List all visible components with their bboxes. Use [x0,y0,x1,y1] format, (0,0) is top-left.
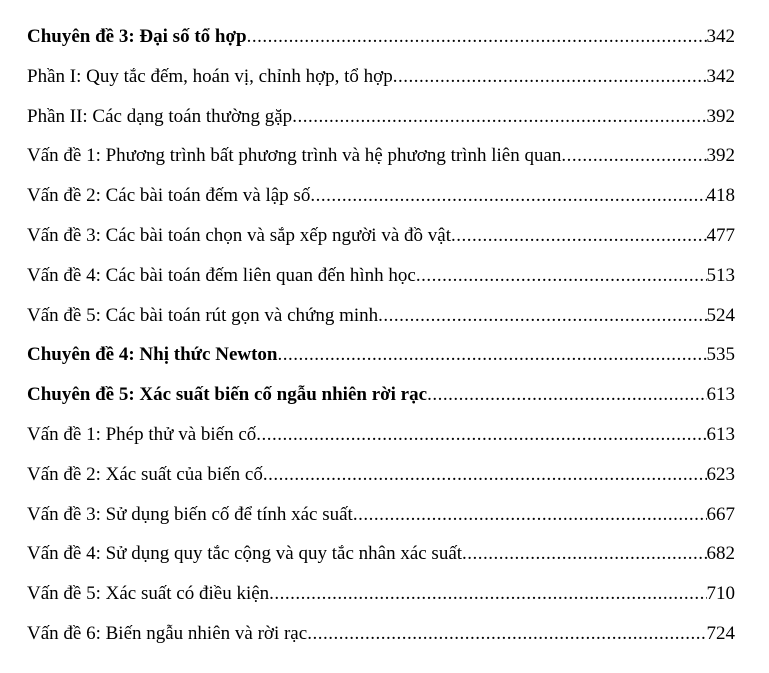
toc-dot-leader [247,17,707,57]
toc-entry[interactable] [27,176,735,216]
toc-entry-title: Vấn đề 3: Các bài toán chọn và sắp xếp người và đồ vật [27,224,451,246]
toc-entry[interactable] [27,57,735,97]
toc-entry[interactable] [27,256,735,296]
toc-dot-leader [427,375,706,415]
toc-page-number: 682 [706,543,735,565]
toc-entry-title: Chuyên đề 5: Xác suất biến cố ngẫu nhiên rời rạc [27,384,428,406]
toc-dot-leader [278,335,707,375]
toc-entry-title: Vấn đề 1: Phép thử và biến cố [27,423,257,445]
toc-dot-leader [451,216,707,256]
toc-entry-title: Vấn đề 3: Sử dụng biến cố để tính xác suất [27,503,353,525]
toc-dot-leader [462,534,706,574]
toc-entry[interactable] [27,375,735,415]
toc-entry-title: Chuyên đề 3: Đại số tổ hợp [27,26,247,47]
toc-entry[interactable] [27,415,735,455]
toc-page-number: 724 [706,622,735,644]
toc-page-number: 710 [706,583,735,605]
toc-entry[interactable] [27,574,735,614]
toc-dot-leader [256,415,706,455]
table-of-contents [27,17,735,654]
toc-page-number: 392 [706,145,735,167]
toc-page-number: 513 [706,264,735,286]
toc-page-number: 667 [706,503,735,525]
toc-entry[interactable] [27,216,735,256]
toc-dot-leader [263,455,707,495]
toc-entry[interactable] [27,335,735,375]
toc-page-number: 392 [706,105,735,127]
toc-page-number: 613 [706,384,735,406]
toc-page-number: 342 [706,26,735,47]
toc-entry[interactable] [27,296,735,336]
toc-entry-title: Vấn đề 4: Sử dụng quy tắc cộng và quy tắc nhân xác suất [27,543,463,565]
toc-entry[interactable] [27,97,735,137]
toc-entry-title: Phần II: Các dạng toán thường gặp [27,105,293,127]
toc-entry-title: Vấn đề 2: Xác suất của biến cố [27,463,263,485]
toc-entry-title: Vấn đề 2: Các bài toán đếm và lập số [27,185,311,207]
toc-page-number: 613 [706,423,735,445]
toc-entry-title: Chuyên đề 4: Nhị thức Newton [27,344,278,366]
toc-dot-leader [378,296,706,336]
toc-entry-title: Vấn đề 1: Phương trình bất phương trình và hệ phương trình liên quan [27,145,562,167]
toc-dot-leader [561,136,706,176]
toc-page-number: 477 [706,224,735,246]
toc-page-number: 535 [706,344,735,366]
toc-entry[interactable] [27,534,735,574]
toc-dot-leader [307,614,706,654]
toc-dot-leader [292,97,706,137]
toc-entry[interactable] [27,17,735,57]
toc-dot-leader [310,176,706,216]
toc-entry[interactable] [27,495,735,535]
toc-entry-title: Vấn đề 6: Biến ngẫu nhiên và rời rạc [27,622,308,644]
toc-dot-leader [269,574,706,614]
toc-dot-leader [416,256,707,296]
toc-page-number: 623 [706,463,735,485]
toc-entry[interactable] [27,614,735,654]
toc-entry-title: Phần I: Quy tắc đếm, hoán vị, chỉnh hợp, tổ hợp [27,65,393,87]
toc-dot-leader [393,57,707,97]
toc-entry[interactable] [27,136,735,176]
toc-dot-leader [353,495,707,535]
toc-entry-title: Vấn đề 4: Các bài toán đếm liên quan đến hình học [27,264,416,286]
toc-page-number: 418 [706,185,735,207]
toc-page-number: 342 [706,65,735,87]
toc-entry-title: Vấn đề 5: Các bài toán rút gọn và chứng minh [27,304,379,326]
toc-entry-title: Vấn đề 5: Xác suất có điều kiện [27,583,270,605]
toc-entry[interactable] [27,455,735,495]
toc-page-number: 524 [706,304,735,326]
